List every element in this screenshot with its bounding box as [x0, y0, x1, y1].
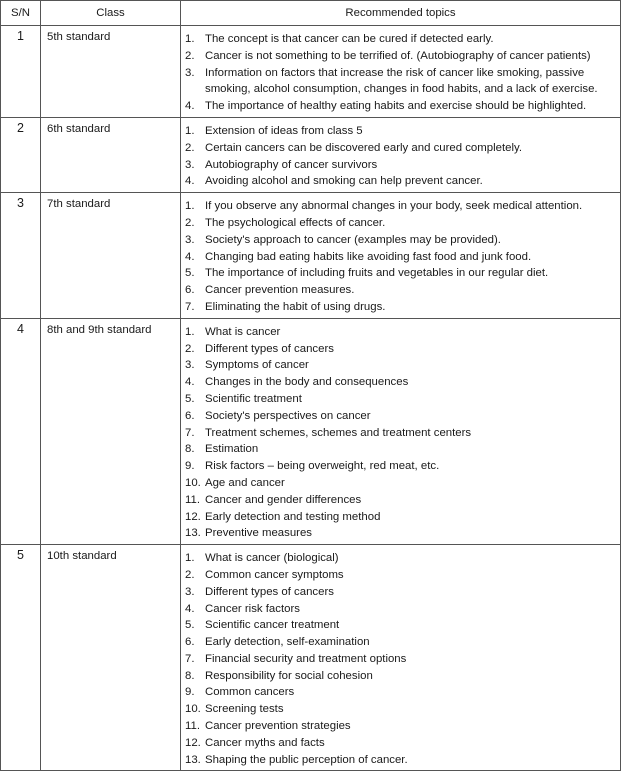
topic-item [185, 509, 617, 526]
row-class: 5th standard [41, 26, 181, 118]
topic-item [185, 31, 617, 48]
topic-text: Responsibility for social cohesion [205, 669, 373, 682]
topic-text: Autobiography of cancer survivors [205, 158, 378, 171]
topic-item [185, 634, 617, 651]
topic-number: 8. [185, 443, 195, 456]
topic-number: 9. [185, 686, 195, 699]
topic-number: 1. [185, 200, 195, 213]
topic-text: The importance of including fruits and vegetables in our regular diet. [205, 267, 549, 280]
topic-list [185, 198, 617, 316]
row-sn: 5 [1, 545, 41, 771]
row-class: 10th standard [41, 545, 181, 771]
topic-item [185, 617, 617, 634]
topic-number: 10. [185, 703, 201, 716]
header-sn: S/N [1, 1, 41, 26]
row-topics [181, 545, 621, 771]
topic-item [185, 282, 617, 299]
topic-item [185, 408, 617, 425]
topic-number: 13. [185, 527, 201, 540]
topic-item [185, 525, 617, 542]
topic-number: 4. [185, 376, 195, 389]
topic-list [185, 550, 617, 768]
topic-number: 5. [185, 267, 195, 280]
topic-text: Cancer prevention strategies [205, 720, 351, 733]
topic-item [185, 140, 617, 157]
row-topics [181, 193, 621, 319]
topic-number: 4. [185, 175, 195, 188]
topic-number: 2. [185, 141, 195, 154]
row-topics [181, 318, 621, 544]
topic-number: 3. [185, 359, 195, 372]
header-topics: Recommended topics [181, 1, 621, 26]
topic-number: 6. [185, 636, 195, 649]
row-topics [181, 117, 621, 192]
topic-item [185, 701, 617, 718]
row-sn: 1 [1, 26, 41, 118]
topic-text: What is cancer (biological) [205, 552, 339, 565]
topic-text: Symptoms of cancer [205, 359, 309, 372]
topic-text: Cancer and gender differences [205, 493, 362, 506]
topic-text: Scientific treatment [205, 392, 302, 405]
topic-item [185, 458, 617, 475]
topic-item [185, 492, 617, 509]
topic-item [185, 265, 617, 282]
topic-item [185, 157, 617, 174]
topic-text: Society's perspectives on cancer [205, 409, 371, 422]
topic-number: 3. [185, 585, 195, 598]
topic-number: 1. [185, 124, 195, 137]
topic-item [185, 684, 617, 701]
topic-item [185, 475, 617, 492]
topic-number: 5. [185, 619, 195, 632]
topic-number: 12. [185, 510, 201, 523]
topic-text: Cancer myths and facts [205, 736, 325, 749]
topic-text: Extension of ideas from class 5 [205, 124, 363, 137]
topic-text: Early detection and testing method [205, 510, 381, 523]
topic-number: 1. [185, 325, 195, 338]
topic-item [185, 550, 617, 567]
topic-text: Common cancer symptoms [205, 568, 344, 581]
topic-text: Cancer prevention measures. [205, 284, 355, 297]
topic-item [185, 718, 617, 735]
topic-item [185, 374, 617, 391]
row-class: 6th standard [41, 117, 181, 192]
topic-number: 6. [185, 409, 195, 422]
table-row [1, 193, 621, 319]
topic-text: The importance of healthy eating habits and exercise should be highlighted. [205, 100, 587, 113]
topic-text: Risk factors – being overweight, red meat, etc. [205, 460, 440, 473]
topic-number: 10. [185, 476, 201, 489]
row-sn: 4 [1, 318, 41, 544]
topic-text: Scientific cancer treatment [205, 619, 340, 632]
topic-text: Different types of cancers [205, 585, 334, 598]
topic-number: 4. [185, 250, 195, 263]
table-row [1, 318, 621, 544]
topic-item [185, 391, 617, 408]
table-row [1, 26, 621, 118]
topic-number: 3. [185, 158, 195, 171]
topic-item [185, 601, 617, 618]
topic-item [185, 98, 617, 115]
topic-text: The psychological effects of cancer. [205, 216, 386, 229]
topic-number: 7. [185, 300, 195, 313]
row-sn: 2 [1, 117, 41, 192]
topic-item [185, 341, 617, 358]
topic-text: Estimation [205, 443, 259, 456]
topic-item [185, 249, 617, 266]
row-class: 8th and 9th standard [41, 318, 181, 544]
topic-number: 4. [185, 100, 195, 113]
topic-list [185, 324, 617, 542]
topic-number: 5. [185, 392, 195, 405]
topic-number: 13. [185, 753, 201, 766]
topic-text: Shaping the public perception of cancer. [205, 753, 408, 766]
topic-item [185, 441, 617, 458]
topic-item [185, 123, 617, 140]
table-row [1, 545, 621, 771]
topic-text: Financial security and treatment options [205, 652, 407, 665]
topic-text: Society's approach to cancer (examples may be provided). [205, 233, 501, 246]
topic-text: Changing bad eating habits like avoiding fast food and junk food. [205, 250, 532, 263]
topic-number: 2. [185, 568, 195, 581]
topic-text: Screening tests [205, 703, 284, 716]
topic-item [185, 48, 617, 65]
topic-number: 7. [185, 652, 195, 665]
topic-text: Certain cancers can be discovered early and cured completely. [205, 141, 522, 154]
row-sn: 3 [1, 193, 41, 319]
header-row [1, 1, 621, 26]
topic-text: Information on factors that increase the risk of cancer like smoking, passive smoking, alcohol consumption, changes in food habits, and a lack of exercise. [205, 66, 598, 96]
topic-number: 2. [185, 49, 195, 62]
topic-number: 2. [185, 342, 195, 355]
topic-number: 9. [185, 460, 195, 473]
topic-text: Common cancers [205, 686, 295, 699]
header-class: Class [41, 1, 181, 26]
topic-number: 6. [185, 284, 195, 297]
topic-list [185, 31, 617, 115]
topic-item [185, 232, 617, 249]
topic-text: Age and cancer [205, 476, 285, 489]
topic-item [185, 215, 617, 232]
topic-item [185, 65, 617, 99]
topic-number: 4. [185, 602, 195, 615]
topic-item [185, 357, 617, 374]
topic-text: Eliminating the habit of using drugs. [205, 300, 386, 313]
table-row [1, 117, 621, 192]
row-topics [181, 26, 621, 118]
topic-list [185, 123, 617, 190]
topic-item [185, 324, 617, 341]
topic-number: 11. [185, 493, 200, 506]
topic-text: Cancer is not something to be terrified of. (Autobiography of cancer patients) [205, 49, 591, 62]
topic-text: Treatment schemes, schemes and treatment centers [205, 426, 472, 439]
topic-text: Different types of cancers [205, 342, 334, 355]
topic-number: 3. [185, 66, 195, 79]
topic-number: 7. [185, 426, 195, 439]
topic-item [185, 735, 617, 752]
topic-number: 12. [185, 736, 201, 749]
topic-item [185, 198, 617, 215]
topic-item [185, 299, 617, 316]
topic-text: Cancer risk factors [205, 602, 300, 615]
topic-text: If you observe any abnormal changes in your body, seek medical attention. [205, 200, 583, 213]
topic-item [185, 584, 617, 601]
topic-text: Preventive measures [205, 527, 312, 540]
topic-item [185, 567, 617, 584]
topic-number: 11. [185, 720, 200, 733]
topic-text: Avoiding alcohol and smoking can help prevent cancer. [205, 175, 483, 188]
row-class: 7th standard [41, 193, 181, 319]
topic-text: Early detection, self-examination [205, 636, 370, 649]
topic-number: 1. [185, 33, 195, 45]
topic-item [185, 651, 617, 668]
topic-number: 2. [185, 216, 195, 229]
topic-item [185, 173, 617, 190]
topic-number: 1. [185, 552, 195, 565]
topic-text: What is cancer [205, 325, 281, 338]
topic-number: 3. [185, 233, 195, 246]
topic-item [185, 668, 617, 685]
topic-item [185, 752, 617, 769]
topic-number: 8. [185, 669, 195, 682]
topic-text: Changes in the body and consequences [205, 376, 409, 389]
topic-item [185, 425, 617, 442]
topic-text: The concept is that cancer can be cured if detected early. [205, 33, 494, 45]
